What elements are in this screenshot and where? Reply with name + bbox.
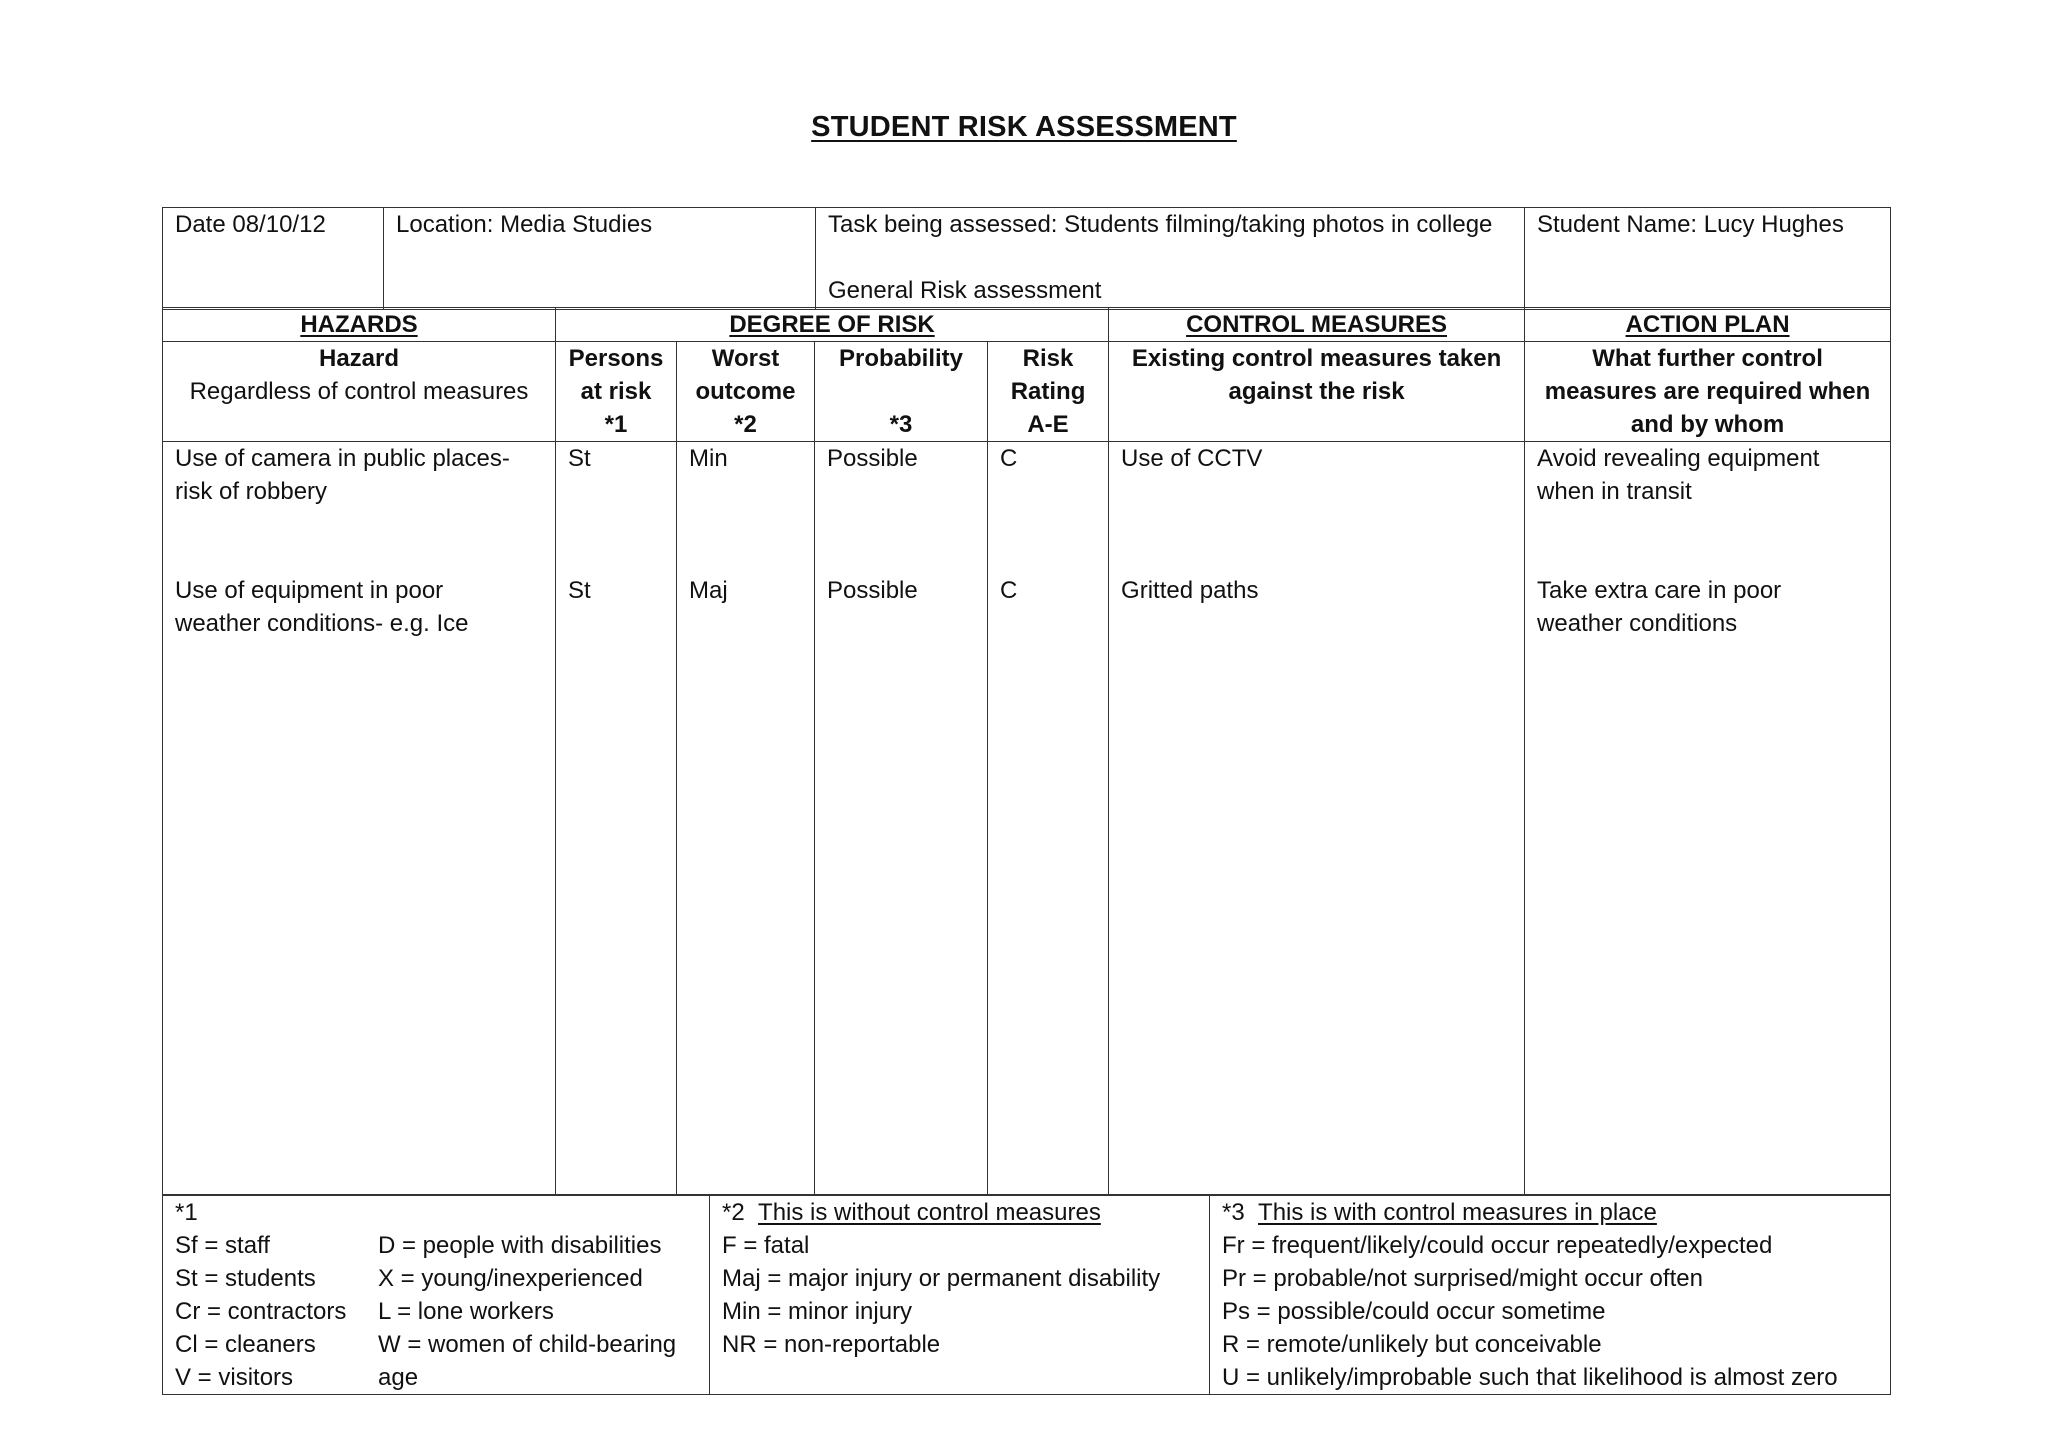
section-control-label: CONTROL MEASURES: [1186, 311, 1447, 338]
legend-table: [162, 1195, 1891, 1395]
legend-persons-item: Sf = staff: [175, 1232, 270, 1259]
persons-cell: [556, 442, 677, 1195]
rating-1: C: [1000, 445, 1018, 472]
legend-outcome-item: F = fatal: [722, 1232, 810, 1259]
worst-2: Maj: [689, 577, 728, 604]
date-cell: [163, 208, 384, 310]
col-rating-l3: A-E: [1027, 411, 1069, 438]
action-cell: [1525, 442, 1891, 1195]
col-worst-l2: outcome: [695, 378, 796, 405]
legend-persons-item: Cr = contractors: [175, 1298, 347, 1325]
probability-1: Possible: [827, 445, 918, 472]
col-rating-l1: Risk: [1022, 345, 1074, 372]
persons-1: St: [568, 445, 591, 472]
persons-2: St: [568, 577, 591, 604]
col-persons-l1: Persons: [568, 345, 664, 372]
legend-probability-item: Fr = frequent/likely/could occur repeatedly/expected: [1222, 1232, 1773, 1259]
task-cell: [816, 208, 1525, 310]
col-persons-l3: *1: [604, 411, 628, 438]
action-1-line2: when in transit: [1537, 478, 1692, 505]
legend-persons-item: Cl = cleaners: [175, 1331, 316, 1358]
legend-outcome-marker: *2: [722, 1199, 745, 1226]
col-further-controls: [1525, 342, 1891, 442]
legend-probability-heading-text: This is with control measures in place: [1258, 1199, 1657, 1226]
legend-outcome-item: NR = non-reportable: [722, 1331, 941, 1358]
hazard-2-line1: Use of equipment in poor: [175, 577, 444, 604]
worst-cell: [677, 442, 815, 1195]
legend-outcome-heading: [722, 1196, 1197, 1229]
legend-probability-item: R = remote/unlikely but conceivable: [1222, 1331, 1602, 1358]
col-hazard-title: Hazard: [318, 345, 400, 372]
legend-outcome-item: Maj = major injury or permanent disability: [722, 1265, 1161, 1292]
col-probability-l3: *3: [889, 411, 913, 438]
col-worst-outcome: [677, 342, 815, 442]
rating-2: C: [1000, 577, 1018, 604]
col-probability: [815, 342, 988, 442]
action-2-line1: Take extra care in poor: [1537, 577, 1782, 604]
section-hazards-label: HAZARDS: [300, 311, 418, 338]
legend-probability-marker: *3: [1222, 1199, 1245, 1226]
table-row: [163, 442, 1891, 1195]
document-title: STUDENT RISK ASSESSMENT: [811, 111, 1237, 143]
legend-probability: [1210, 1196, 1891, 1395]
col-further-l3: and by whom: [1630, 411, 1785, 438]
col-worst-l1: Worst: [711, 345, 780, 372]
location-cell: [384, 208, 816, 310]
action-2-line2: weather conditions: [1537, 610, 1738, 637]
section-degree-of-risk: [556, 308, 1109, 342]
section-degree-label: DEGREE OF RISK: [729, 311, 935, 338]
col-existing-l2: against the risk: [1228, 378, 1405, 405]
legend-persons-item: St = students: [175, 1265, 316, 1292]
section-hazards: [163, 308, 556, 342]
legend-probability-heading: [1222, 1196, 1878, 1229]
risk-assessment-table: [162, 307, 1891, 1195]
date-text: Date 08/10/12: [175, 211, 326, 238]
probability-2: Possible: [827, 577, 918, 604]
rating-cell: [988, 442, 1109, 1195]
col-existing-l1: Existing control measures taken: [1131, 345, 1502, 372]
col-hazard-sub: Regardless of control measures: [189, 378, 529, 405]
control-1: Use of CCTV: [1121, 445, 1263, 472]
action-1-line1: Avoid revealing equipment: [1537, 445, 1820, 472]
section-control-measures: [1109, 308, 1525, 342]
legend-probability-item: Ps = possible/could occur sometime: [1222, 1298, 1606, 1325]
student-name-text: Student Name: Lucy Hughes: [1537, 211, 1844, 238]
probability-cell: [815, 442, 988, 1195]
location-text: Location: Media Studies: [396, 211, 653, 238]
control-2: Gritted paths: [1121, 577, 1259, 604]
student-name-cell: [1525, 208, 1891, 310]
header-info-table: [162, 207, 1891, 310]
legend-probability-item: U = unlikely/improbable such that likelihood is almost zero: [1222, 1364, 1838, 1391]
legend-persons-item: D = people with disabilities: [378, 1232, 662, 1259]
col-further-l2: measures are required when: [1544, 378, 1871, 405]
col-hazard: [163, 342, 556, 442]
legend-outcome-heading-text: This is without control measures: [758, 1199, 1101, 1226]
col-risk-rating: [988, 342, 1109, 442]
col-probability-l1: Probability: [838, 345, 964, 372]
section-action-plan: [1525, 308, 1891, 342]
section-header-row: [163, 308, 1891, 342]
column-header-row: [163, 342, 1891, 442]
legend-persons-item: W = women of child-bearing: [378, 1331, 677, 1358]
legend-persons-item: L = lone workers: [378, 1298, 554, 1325]
col-persons: [556, 342, 677, 442]
col-further-l1: What further control: [1592, 345, 1823, 372]
task-text: Task being assessed: Students filming/taking photos in college: [828, 211, 1493, 238]
col-worst-l3: *2: [734, 411, 757, 438]
legend-persons-item: V = visitors: [175, 1364, 294, 1391]
legend-persons: [163, 1196, 710, 1395]
col-persons-l2: at risk: [580, 378, 652, 405]
hazard-1-line2: risk of robbery: [175, 478, 328, 505]
legend-persons-marker: *1: [175, 1199, 198, 1226]
hazard-1-line1: Use of camera in public places-: [175, 445, 510, 472]
col-rating-l2: Rating: [1010, 378, 1086, 405]
hazard-2-line2: weather conditions- e.g. Ice: [175, 610, 469, 637]
hazard-cell: [163, 442, 556, 1195]
legend-persons-item: X = young/inexperienced: [378, 1265, 643, 1292]
col-existing-controls: [1109, 342, 1525, 442]
legend-outcome: [710, 1196, 1210, 1395]
legend-probability-item: Pr = probable/not surprised/might occur often: [1222, 1265, 1703, 1292]
control-cell: [1109, 442, 1525, 1195]
legend-outcome-item: Min = minor injury: [722, 1298, 913, 1325]
task-type-text: General Risk assessment: [828, 277, 1102, 304]
legend-persons-item: age: [378, 1364, 419, 1391]
worst-1: Min: [689, 445, 728, 472]
section-action-label: ACTION PLAN: [1625, 311, 1790, 338]
